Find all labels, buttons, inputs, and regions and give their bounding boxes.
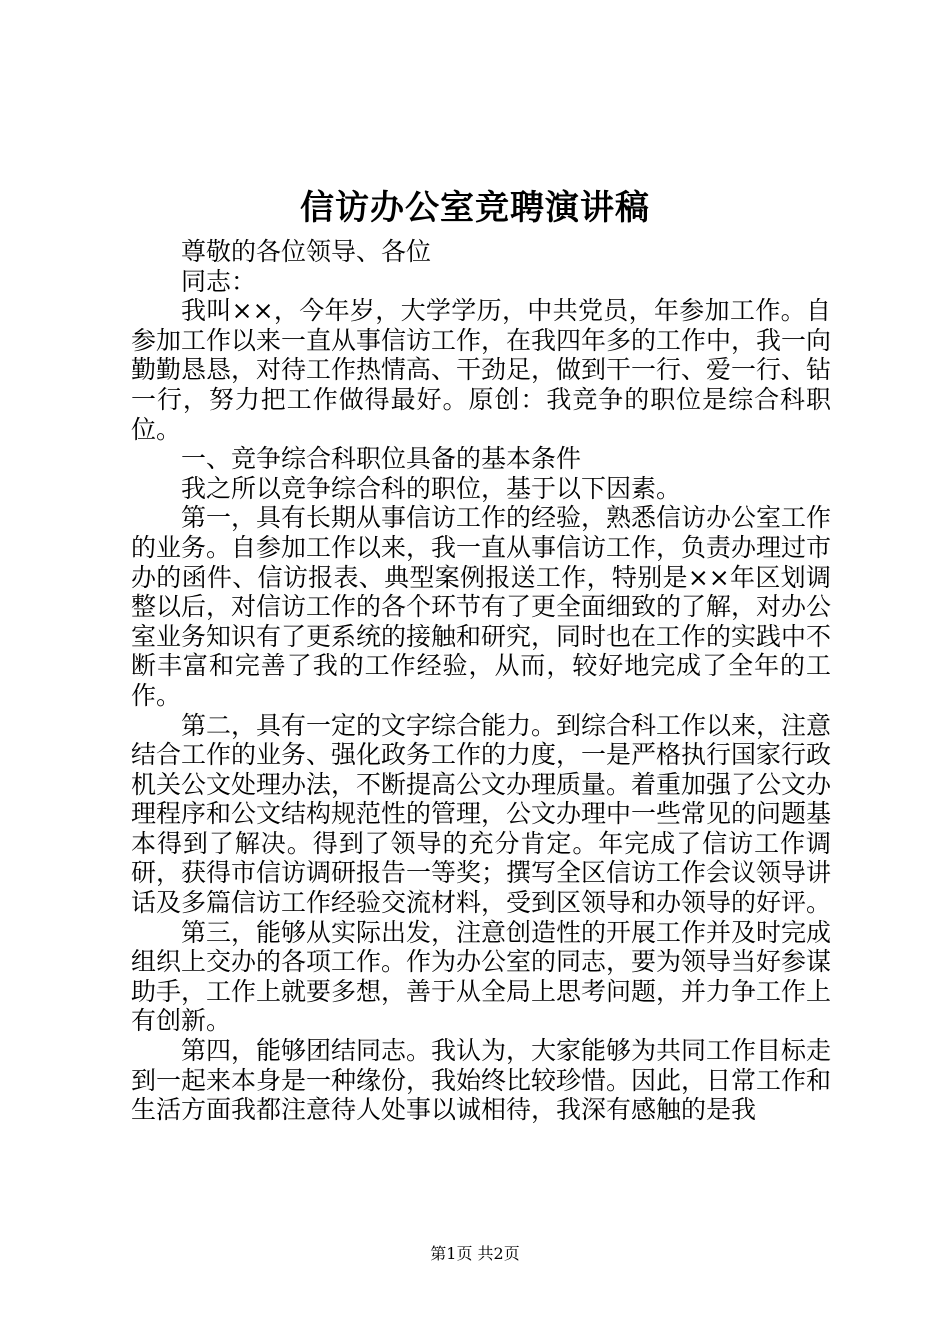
paragraph-third: 第三，能够从实际出发，注意创造性的开展工作并及时完成组织上交办的各项工作。作为办公室的同志，要为领导当好参谋助手，工作上就要多想，善于从全局上思考问题，并力争工作上有创新。 [131, 917, 832, 1036]
paragraph-reasons: 我之所以竞争综合科的职位，基于以下因素。 [181, 473, 682, 503]
salutation-line-2: 同志： [181, 266, 257, 296]
paragraph-fourth: 第四，能够团结同志。我认为，大家能够为共同工作目标走到一起来本身是一种缘份，我始终比较珍惜。因此，日常工作和生活方面我都注意待人处事以诚相待，我深有感触的是我 [131, 1036, 832, 1125]
page-footer: 第1页 共2页 [430, 1244, 520, 1263]
paragraph-introduction: 我叫××，今年岁，大学学历，中共党员，年参加工作。自参加工作以来一直从事信访工作，在我四年多的工作中，我一向勤勤恳恳，对待工作热情高、干劲足，做到干一行、爱一行、钻一行，努力把工作做得最好。原创：我竞争的职位是综合科职位。 [131, 296, 832, 444]
document-body [131, 237, 831, 1125]
paragraph-second: 第二，具有一定的文字综合能力。到综合科工作以来，注意结合工作的业务、强化政务工作的力度，一是严格执行国家行政机关公文处理办法，不断提高公文办理质量。着重加强了公文办理程序和公文结构规范性的管理，公文办理中一些常见的问题基本得到了解决。得到了领导的充分肯定。年完成了信访工作调研，获得市信访调研报告一等奖；撰写全区信访工作会议领导讲话及多篇信访工作经验交流材料，受到区领导和办领导的好评。 [131, 710, 832, 918]
document-title: 信访办公室竞聘演讲稿 [300, 188, 650, 228]
paragraph-first: 第一，具有长期从事信访工作的经验，熟悉信访办公室工作的业务。自参加工作以来，我一直从事信访工作，负责办理过市办的函件、信访报表、典型案例报送工作，特别是××年区划调整以后，对信访工作的各个环节有了更全面细致的了解，对办公室业务知识有了更系统的接触和研究，同时也在工作的实践中不断丰富和完善了我的工作经验，从而，较好地完成了全年的工作。 [131, 503, 832, 710]
section-heading: 一、竞争综合科职位具备的基本条件 [181, 444, 582, 474]
salutation-line-1: 尊敬的各位领导、各位 [181, 237, 432, 266]
